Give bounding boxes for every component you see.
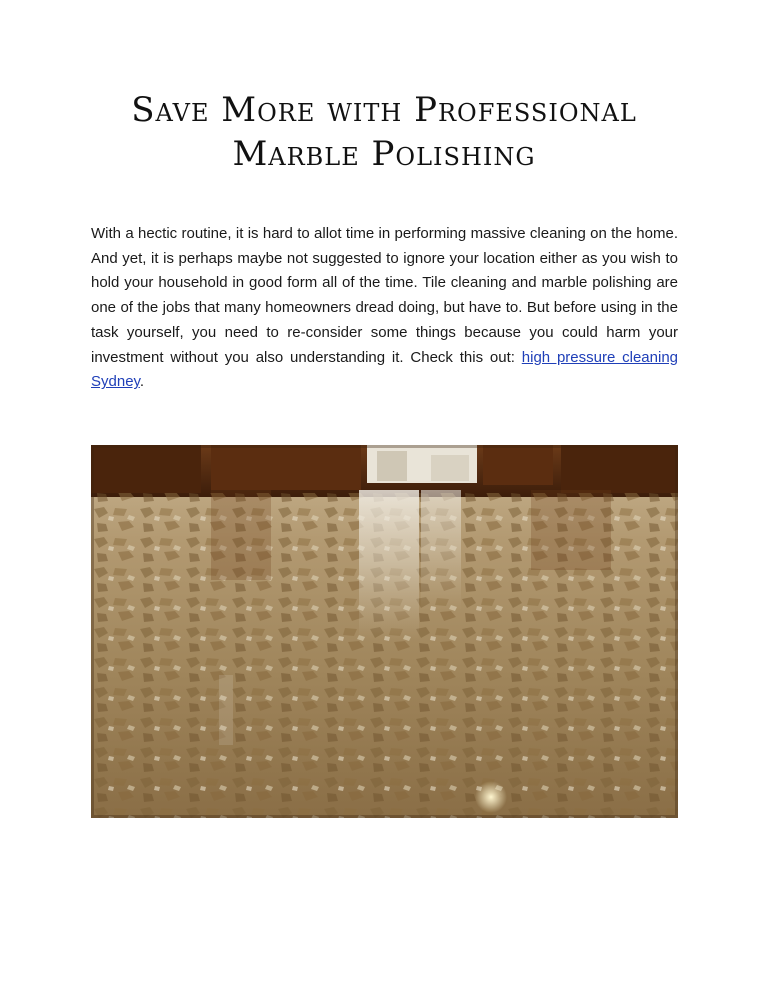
body-paragraph [91,222,678,395]
high-pressure-cleaning-link[interactable]: high pressure cleaning Sydney [91,348,678,391]
paragraph-text: With a hectic routine, it is hard to allot time in performing massive cleaning on the home. And yet, it is perhaps maybe not suggested to ignore your location either as you wish to hold your household in good form all of the time. Tile cleaning and marble polishing are one of the jobs that many homeowners dread doing, but have to. But before using in the task yourself, you need to re-consider some things because you could harm your investment without you also understanding it. Check this out: [91,225,678,366]
paragraph-end: . [139,373,145,391]
title-line-1: Save More with Professional [131,90,637,130]
page-title [60,88,708,176]
title-line-2: Marble Polishing [232,134,536,174]
marble-floor-photo [91,445,678,818]
